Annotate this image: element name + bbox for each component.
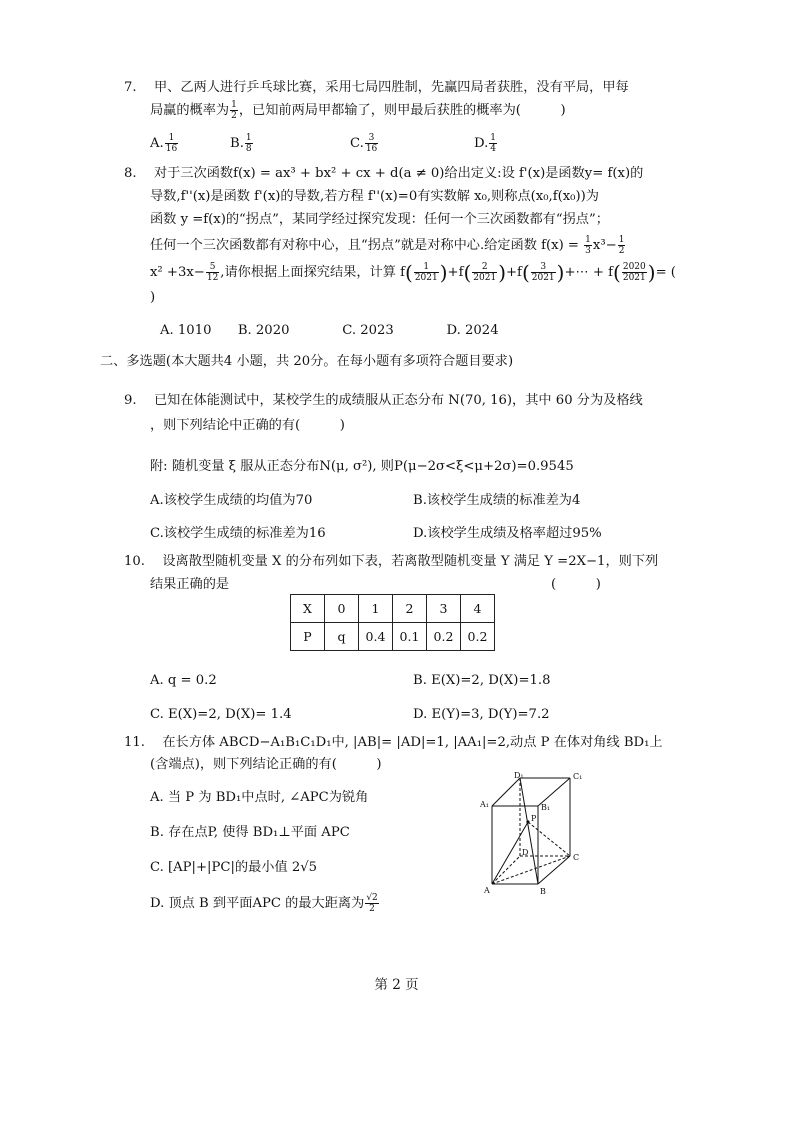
label-c: C <box>573 853 580 862</box>
table-row <box>291 595 495 623</box>
q9-option-c: C.该校学生成绩的标准差为16 <box>150 526 326 541</box>
q7-option-a: A. $\frac{1}{16}$ <box>150 133 178 154</box>
q11-option-a: A. 当 P 为 BD₁中点时, ∠APC为锐角 <box>150 790 369 805</box>
q8-line1: 8. 对于三次函数f(x) = ax³ + bx² + cx + d(a ≠ 0)给出定义:设 f'(x)是函数y= f(x)的 <box>124 166 644 181</box>
q8-line4: 任何一个三次函数都有对称中心，且“拐点”就是对称中心.给定函数 f(x) = $\frac{1}{3}$ x³− $\frac{1}{2}$ <box>150 235 625 256</box>
q7-line2: 局赢的概率为 $\frac{1}{2}$ ，已知前两局甲都输了，则甲最后获胜的概率为( ) <box>150 100 566 121</box>
q8-line6: ) <box>150 290 156 305</box>
q9-line2: ，则下列结论中正确的有( ) <box>150 418 345 433</box>
q10-line2: 结果正确的是 <box>150 577 230 592</box>
q10-option-a: A. q = 0.2 <box>150 673 217 688</box>
label-b: B <box>540 887 546 896</box>
q9-line1: 9. 已知在体能测试中，某校学生的成绩服从正态分布 N(70, 16)，其中 60 分为及格线 <box>124 393 643 408</box>
q11-option-b: B. 存在点P, 使得 BD₁⊥平面 APC <box>150 825 350 840</box>
table-cell: 0 <box>325 595 359 623</box>
table-cell: 1 <box>359 595 393 623</box>
q8-line3: 函数 y =f(x)的“拐点”，某同学经过探究发现：任何一个三次函数都有“拐点”； <box>150 212 609 227</box>
table-cell: 3 <box>427 595 461 623</box>
q10-option-c: C. E(X)=2, D(X)= 1.4 <box>150 707 292 722</box>
q8-line5: x² +3x− $\frac{5}{12}$ ,请你根据上面探究结果，计算 f( $\frac{1}{2021}$ )+f( $\frac{2}{2021}$ )+f( $\frac{3}{2021}$ )+⋯ + f( $\frac{2020}{2021}$ )= ( <box>150 260 676 285</box>
label-a: A <box>484 886 490 895</box>
distribution-table <box>290 594 495 651</box>
q11-line2: (含端点)，则下列结论正确的有( ) <box>150 757 382 772</box>
q7-option-b: B. $\frac{1}{8}$ <box>230 133 252 154</box>
fraction: $\frac{1}{2}$ <box>231 100 237 121</box>
label-a1: A₁ <box>480 800 489 809</box>
table-cell: X <box>291 595 325 623</box>
q8-line2: 导数,f''(x)是函数 f'(x)的导数,若方程 f''(x)=0有实数解 x₀,则称点(x₀,f(x₀))为 <box>150 189 599 204</box>
label-c1: C₁ <box>573 772 583 781</box>
q10-option-d: D. E(Y)=3, D(Y)=7.2 <box>413 707 550 722</box>
q8-options: A. 1010 B. 2020 C. 2023 D. 2024 <box>160 323 499 338</box>
section-heading: 二、多选题(本大题共4 小题，共 20分。在每小题有多项符合题目要求) <box>100 354 514 369</box>
q7-line1: 7. 甲、乙两人进行乒乓球比赛，采用七局四胜制，先赢四局者获胜，没有平局，甲每 <box>124 80 629 95</box>
q7-option-c: C. $\frac{3}{16}$ <box>350 133 378 154</box>
q10-answer-paren: ( ) <box>551 577 601 592</box>
q9-note: 附: 随机变量 ξ 服从正态分布N(μ, σ²), 则P(μ−2σ<ξ<μ+2σ)=0.9545 <box>150 459 574 474</box>
label-d1: D₁ <box>514 772 524 780</box>
q11-option-c: C. [AP|+|PC|的最小值 2√5 <box>150 860 318 875</box>
table-cell: P <box>291 623 325 651</box>
table-cell: 4 <box>461 595 495 623</box>
table-cell: q <box>325 623 359 651</box>
cuboid-figure <box>478 772 588 897</box>
table-cell: 0.2 <box>461 623 495 651</box>
page-number: 第 2 页 <box>374 977 419 993</box>
table-cell: 0.1 <box>393 623 427 651</box>
table-cell: 2 <box>393 595 427 623</box>
q11-option-d: D. 顶点 B 到平面APC 的最大距离为 $\frac{√2}{2}$ <box>150 893 378 914</box>
table-cell: 0.4 <box>359 623 393 651</box>
q7-option-d: D. $\frac{1}{4}$ <box>474 133 497 154</box>
label-p: P <box>531 814 537 823</box>
table-cell: 0.2 <box>427 623 461 651</box>
q9-option-b: B.该校学生成绩的标准差为4 <box>413 493 581 508</box>
label-d: D <box>522 848 529 857</box>
q10-option-b: B. E(X)=2, D(X)=1.8 <box>413 673 551 688</box>
q11-line1: 11. 在长方体 ABCD−A₁B₁C₁D₁中, |AB|= |AD|=1, |AA₁|=2,动点 P 在体对角线 BD₁上 <box>124 735 663 750</box>
q10-line1: 10. 设离散型随机变量 X 的分布列如下表，若离散型随机变量 Y 满足 Y =2X−1，则下列 <box>124 554 659 569</box>
q9-option-d: D.该校学生成绩及格率超过95% <box>413 526 602 541</box>
table-row <box>291 623 495 651</box>
q9-option-a: A.该校学生成绩的均值为70 <box>150 493 313 508</box>
label-b1: B₁ <box>541 803 551 812</box>
